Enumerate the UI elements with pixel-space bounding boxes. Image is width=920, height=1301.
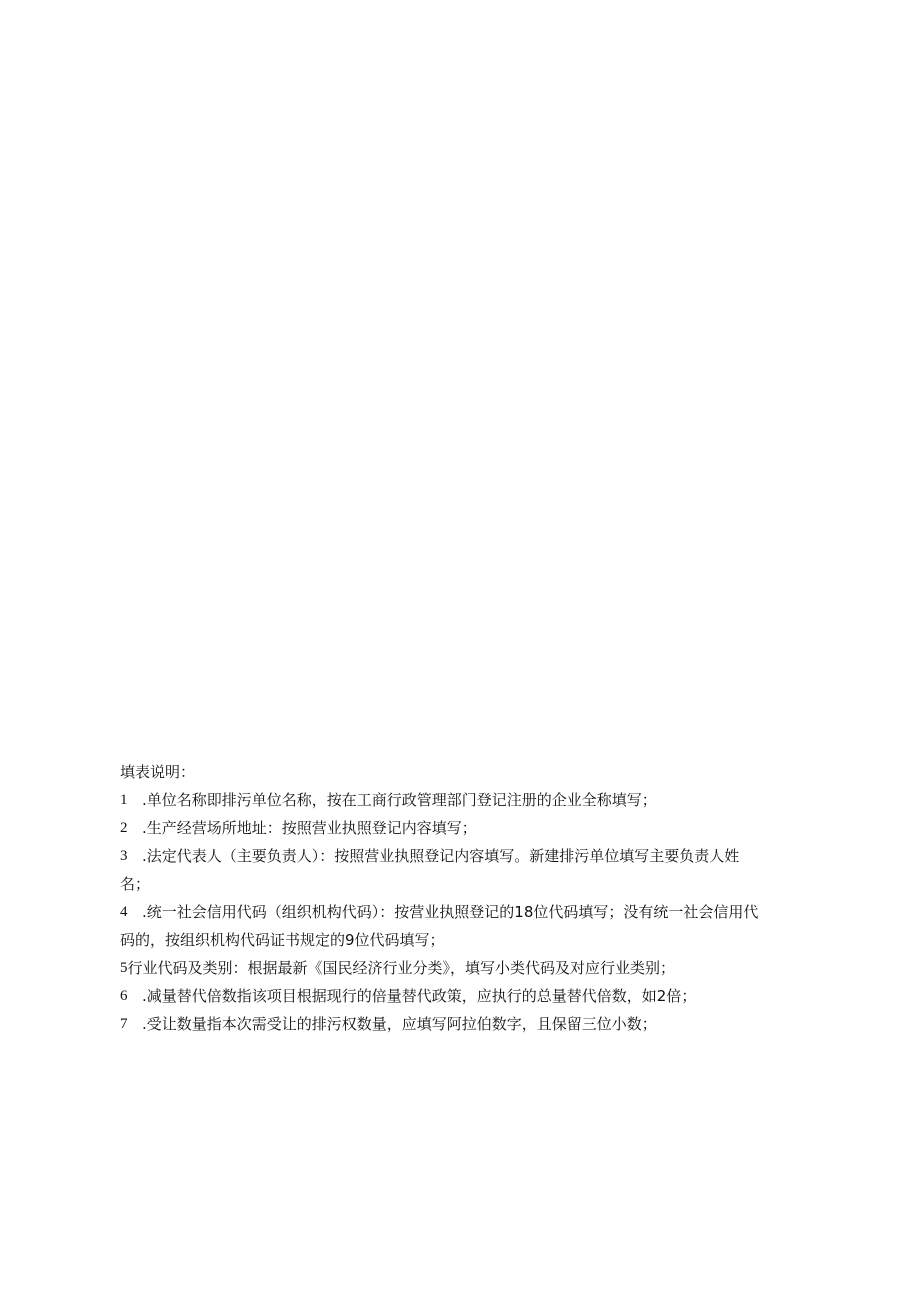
item-text: .受让数量指本次需受让的排污权数量，应填写阿拉伯数字，且保留三位小数；	[142, 1015, 657, 1033]
instruction-item-2	[120, 814, 800, 842]
item-text: 行业代码及类别：根据最新《国民经济行业分类》，填写小类代码及对应行业类别；	[127, 959, 676, 977]
instruction-item-1	[120, 786, 800, 814]
item-text: .法定代表人（主要负责人）：按照营业执照登记内容填写。新建排污单位填写主要负责人姓	[142, 847, 740, 865]
item-number: 3	[120, 848, 128, 864]
instruction-item-6	[120, 982, 800, 1010]
instruction-item-4	[120, 898, 800, 926]
item-number: 7	[120, 1016, 128, 1032]
item-number: 1	[120, 792, 128, 808]
item-text: .统一社会信用代码（组织机构代码）：按营业执照登记的18位代码填写；没有统一社会信用代	[142, 903, 759, 921]
instruction-item-3-continuation: 名；	[120, 875, 151, 893]
item-text: .减量替代倍数指该项目根据现行的倍量替代政策，应执行的总量替代倍数，如2倍；	[142, 987, 697, 1005]
instruction-item-5	[120, 954, 800, 982]
instruction-item-4-continuation: 码的，按组织机构代码证书规定的9位代码填写；	[120, 931, 445, 949]
item-number: 5	[120, 960, 128, 976]
instructions-title: 填表说明：	[120, 763, 196, 781]
item-number: 6	[120, 988, 128, 1004]
item-text: .生产经营场所地址：按照营业执照登记内容填写；	[142, 819, 477, 837]
instruction-item-3	[120, 842, 800, 870]
instructions-section	[120, 758, 800, 1038]
item-number: 2	[120, 820, 128, 836]
item-number: 4	[120, 904, 128, 920]
item-text: .单位名称即排污单位名称，按在工商行政管理部门登记注册的企业全称填写；	[142, 791, 657, 809]
instruction-item-7	[120, 1010, 800, 1038]
